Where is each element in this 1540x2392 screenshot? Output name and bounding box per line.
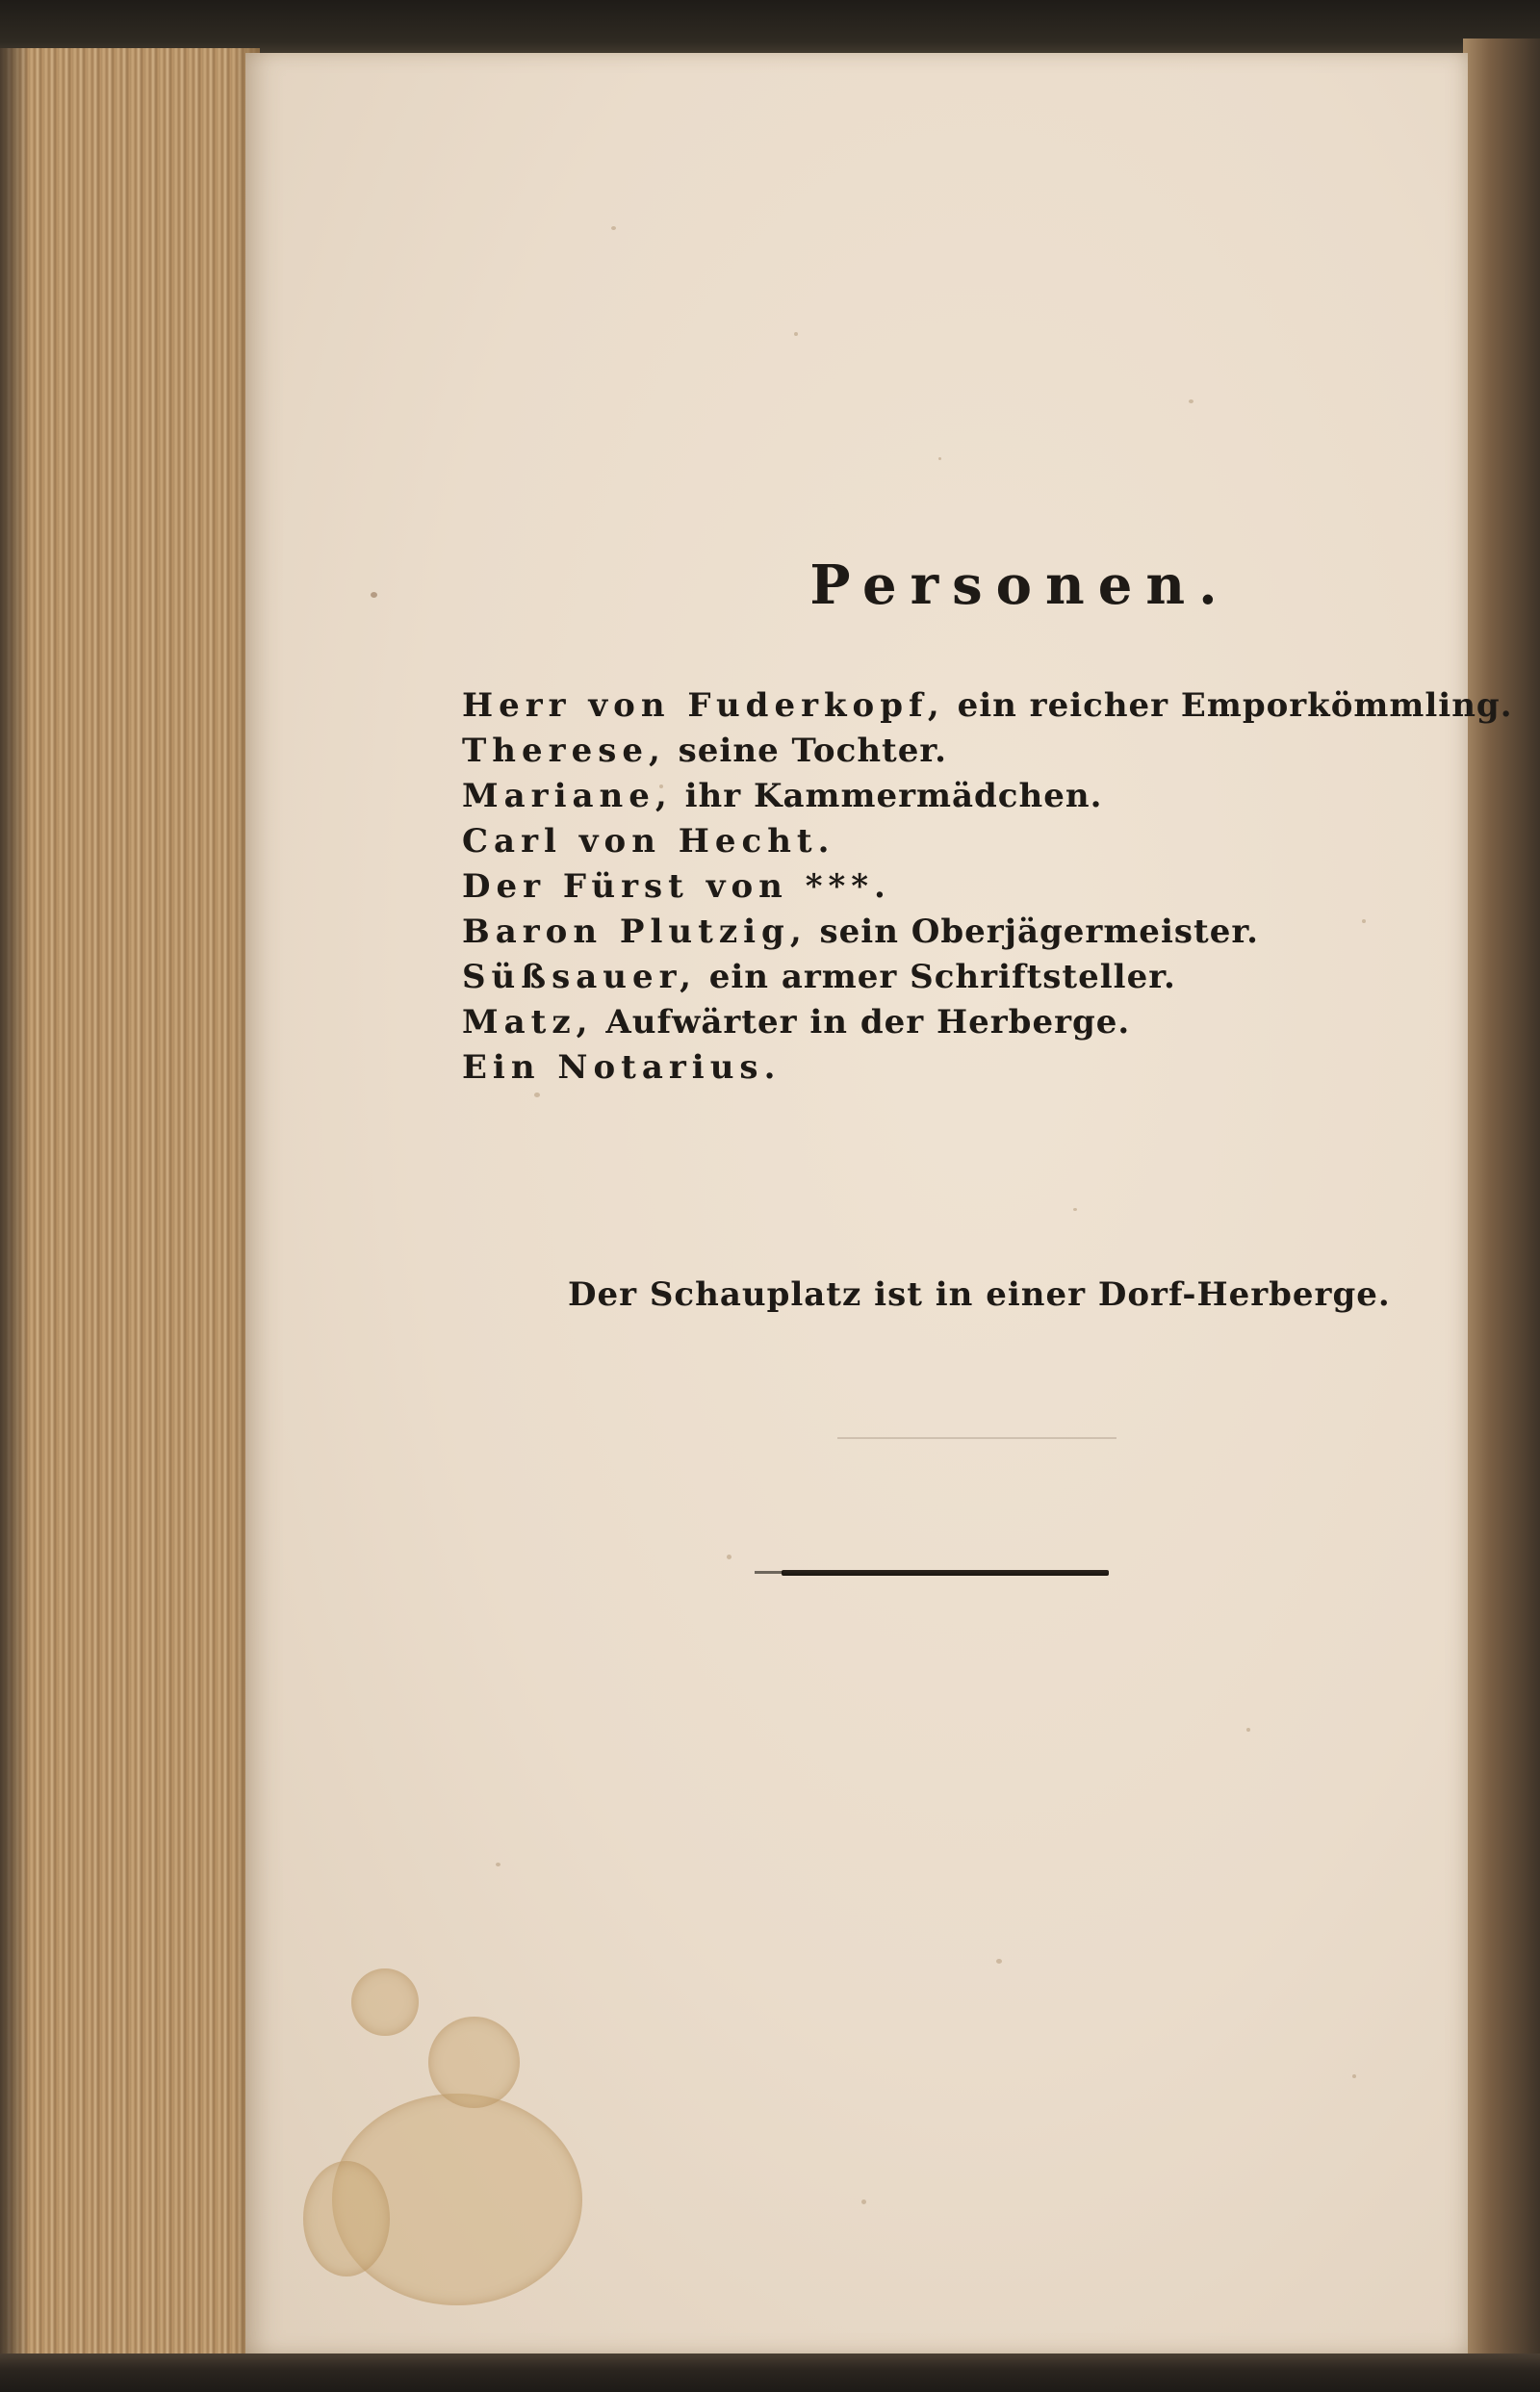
cast-name: Der Fürst von ***. (462, 867, 891, 906)
ornamental-rule (782, 1570, 1109, 1576)
cast-description: ihr Kammermädchen. (684, 777, 1103, 815)
cast-entry (462, 729, 1434, 774)
cast-list (462, 683, 1513, 1091)
cast-description: sein Oberjägermeister. (819, 913, 1259, 951)
cast-entry (462, 774, 1434, 819)
cast-name: Mariane, (462, 777, 673, 815)
cast-description: ein armer Schriftsteller. (708, 958, 1176, 996)
cast-name: Baron Plutzig, (462, 913, 808, 951)
cast-name: Carl von Hecht. (462, 822, 835, 861)
cast-name: Matz, (462, 1003, 594, 1042)
cast-entry (462, 955, 1434, 1000)
cast-name: Ein Notarius. (462, 1048, 782, 1087)
cast-entry (462, 910, 1434, 955)
cast-entry (462, 864, 1434, 910)
cast-name: Süßsauer, (462, 958, 697, 996)
cast-entry (462, 1000, 1434, 1045)
cast-name: Herr von Fuderkopf, (462, 686, 945, 725)
cast-description: ein reicher Emporkömmling. (957, 686, 1513, 725)
page-heading: Personen. (809, 553, 1231, 617)
cast-name: Therese, (462, 732, 666, 770)
cast-description: seine Tochter. (678, 732, 947, 770)
cast-entry (462, 819, 1434, 864)
cast-description: Aufwärter in der Herberge. (605, 1003, 1131, 1042)
faint-divider (837, 1437, 1116, 1439)
cast-entry (462, 683, 1513, 729)
setting-note: Der Schauplatz ist in einer Dorf-Herberge. (568, 1275, 1391, 1314)
cast-entry (462, 1045, 1434, 1091)
